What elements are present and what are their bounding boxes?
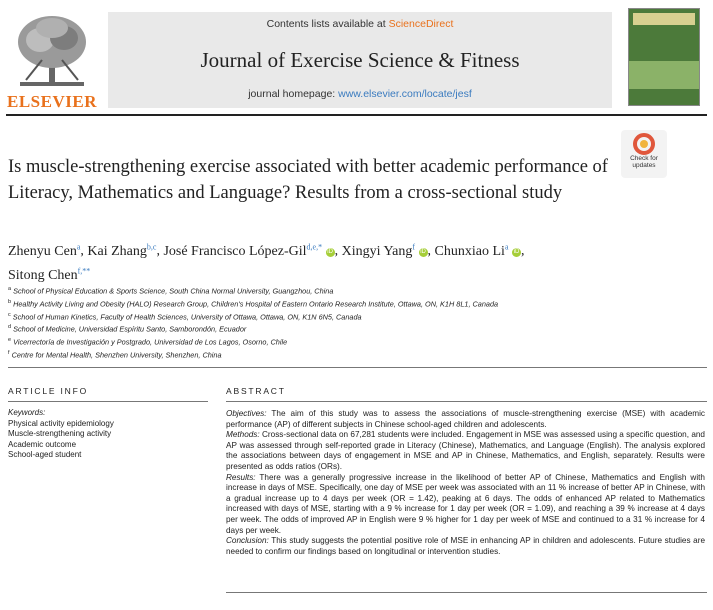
keywords-block xyxy=(8,408,208,461)
check-updates-line2: updates xyxy=(632,162,656,169)
keyword: Physical activity epidemiology xyxy=(8,418,114,428)
author[interactable]: Xingyi Yang$^f$ iD xyxy=(341,242,426,259)
abstract-body xyxy=(226,409,705,557)
affiliations xyxy=(8,284,648,361)
keyword: Academic outcome xyxy=(8,439,77,449)
sciencedirect-link[interactable]: ScienceDirect xyxy=(388,18,454,30)
abstract-heading: ABSTRACT xyxy=(226,386,286,396)
elsevier-tree-icon xyxy=(12,10,92,90)
affiliation: $^c$ School of Human Kinetics, Faculty of Health Sciences, University of Ottawa, Ottawa, ON, K1N 6N5, Canada xyxy=(8,311,362,322)
abstract-objectives: Objectives: The aim of this study was to assess the associations of muscle-strengthening exercise (MSE) with academic performance (AP) of different subjects in Chinese school-aged children and adolescents. xyxy=(226,409,705,429)
keyword: Muscle-strengthening activity xyxy=(8,429,112,439)
affiliation: $^a$ School of Physical Education & Sports Science, South China Normal University, Guangzhou, China xyxy=(8,286,334,296)
orcid-icon[interactable]: iD xyxy=(420,248,426,255)
elsevier-logo xyxy=(6,6,98,114)
author-list: Zhenyu Cen$^a$, Kai Zhang$^{b,c}$, José Francisco López-Gil$^{d,e,*}$ iD , Xingyi Yang$^f$ iD , Chunxiao Li$^a$ iD , Sitong Chen$^{f,**}$ xyxy=(8,242,525,284)
divider xyxy=(226,592,707,593)
check-updates-icon xyxy=(633,133,655,155)
contents-line xyxy=(108,18,612,30)
divider xyxy=(8,401,208,402)
check-updates-line1: Check for xyxy=(630,155,658,162)
author[interactable]: Zhenyu Cen$^a$ xyxy=(8,242,81,259)
keyword: School-aged student xyxy=(8,450,82,460)
affiliation: $^d$ School of Medicine, Universidad Espíritu Santo, Samborondón, Ecuador xyxy=(8,324,247,334)
keywords-label: Keywords: xyxy=(8,408,46,417)
abstract-conclusion: Conclusion: This study suggests the potential positive role of MSE in enhancing AP in children and adolescents. Future studies are needed to confirm our findings based on longitudinal or intervention studies. xyxy=(226,536,705,556)
author[interactable]: José Francisco López-Gil$^{d,e,*}$ iD xyxy=(163,242,333,259)
journal-banner xyxy=(108,12,612,108)
article-title: Is muscle-strengthening exercise associated with better academic performance of Literacy, Mathematics and Language? Results from a cross-sectional study xyxy=(8,157,608,203)
article-info-heading: ARTICLE INFO xyxy=(8,386,89,396)
author[interactable]: Sitong Chen$^{f,**}$ xyxy=(8,266,91,284)
journal-header xyxy=(6,6,707,116)
homepage-prefix: journal homepage: xyxy=(248,88,339,100)
author[interactable]: Chunxiao Li$^a$ iD xyxy=(434,242,520,259)
divider xyxy=(226,401,707,402)
affiliation: $^b$ Healthy Activity Living and Obesity (HALO) Research Group, Children's Hospital of Eastern Ontario Research Institute, Ottawa, ON, K1H 8L1, Canada xyxy=(8,298,499,309)
orcid-icon[interactable]: iD xyxy=(327,248,333,255)
abstract-methods: Methods: Cross-sectional data on 67,281 students were included. Engagement in MSE was assessed using a specific question, and AP was assessed through self-reported grade in Literacy (Chinese), Mathematics, and Language (English). The analysis explored the associations between days of engagement in MSE and AP in Chinese, Mathematics, and English, separately. Results were presented as odds ratios (ORs). xyxy=(226,430,705,471)
author[interactable]: Kai Zhang$^{b,c}$ xyxy=(87,242,157,259)
homepage-link[interactable]: www.elsevier.com/locate/jesf xyxy=(338,88,472,100)
contents-prefix: Contents lists available at xyxy=(266,18,389,30)
check-for-updates-button[interactable] xyxy=(621,130,667,178)
affiliation: $^e$ Vicerrectoría de Investigación y Postgrado, Universidad de Los Lagos, Osorno, Chile xyxy=(8,337,288,347)
journal-cover-thumbnail xyxy=(628,8,700,106)
journal-title: Journal of Exercise Science & Fitness xyxy=(200,48,520,72)
divider xyxy=(8,367,707,368)
orcid-icon[interactable]: iD xyxy=(513,248,520,255)
publisher-name: ELSEVIER xyxy=(7,92,97,111)
homepage-line xyxy=(108,88,612,100)
abstract-results: Results: There was a generally progressive increase in the likelihood of better AP of Chinese, Mathematics and English with increase in days of MSE. Specifically, one day of MSE per week was associated with an 11 % increase of better AP in Chinese, with a gradual increase up to 4 days per week (OR = 1.42), peaking at 6 days. The odds of enhanced AP related to Mathematics increased with days of MSE, starting with a 9 % increase for 1 day per week (OR = 1.09), and reaching a 39 % increase at 4 days per week. The odds of improved AP in English were 9 % higher for 1 day per week of MSE and continued to a 31 % increase for 4 days per week. xyxy=(226,472,705,535)
affiliation: $^f$ Centre for Mental Health, Shenzhen University, Shenzhen, China xyxy=(8,350,222,360)
